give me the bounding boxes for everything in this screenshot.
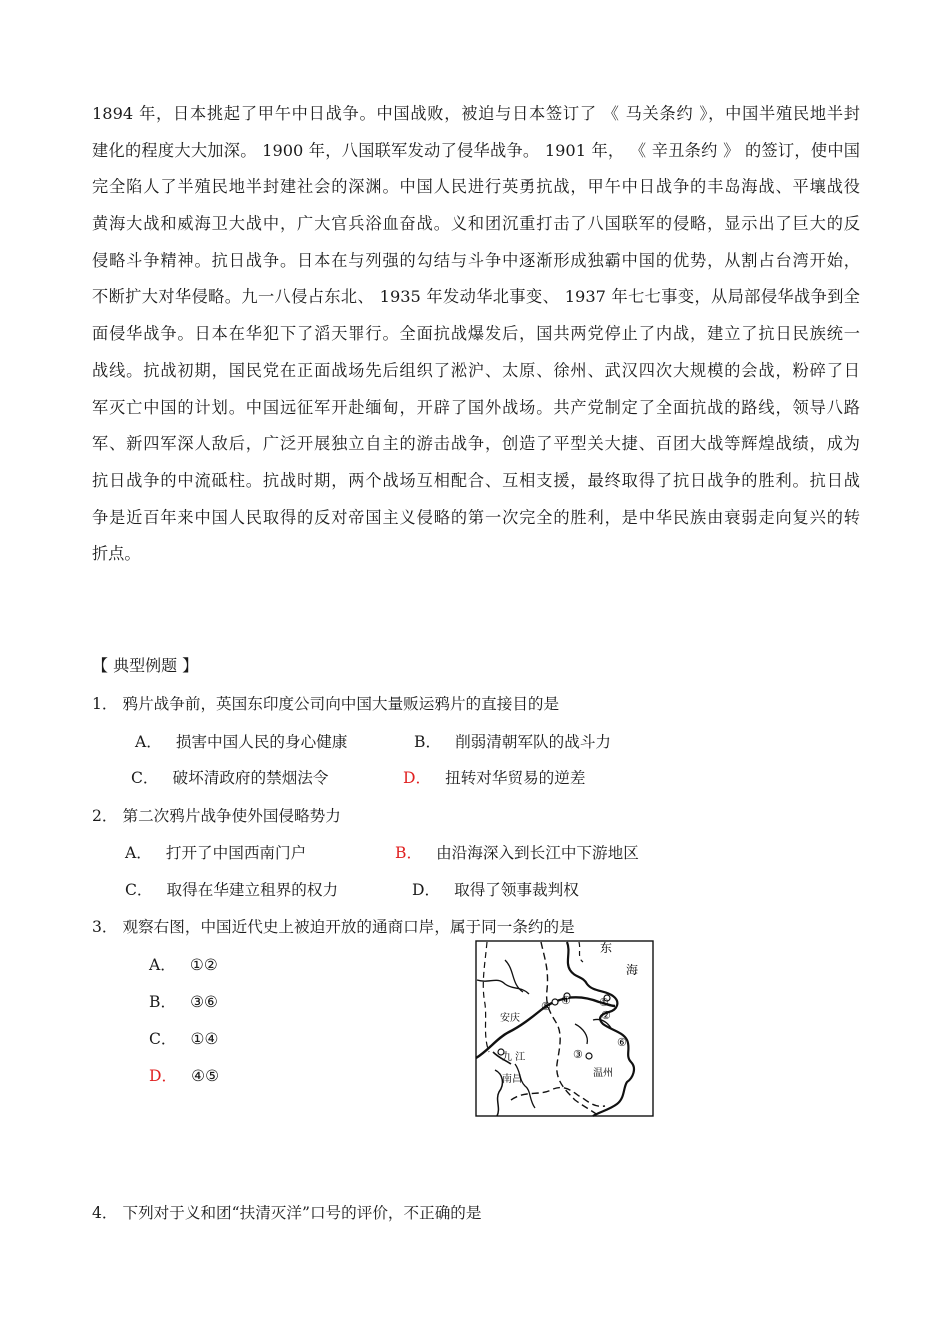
option-text: 损害中国人民的身心健康: [175, 733, 348, 751]
question-1-option-b: [414, 730, 611, 754]
question-2-option-b: [395, 841, 639, 865]
map-label-sea: 海: [626, 963, 639, 977]
question-1-option-d: [403, 766, 585, 790]
passage-line: 1894 年，日本挑起了甲午中日战争。中国战败，被迫与日本签订了 《 马关条约 》，中国半殖民地半封: [92, 104, 860, 123]
question-2-option-a: [125, 841, 306, 865]
treaty-ports-map: [475, 940, 654, 1117]
map-label-nanchang: 南昌: [502, 1074, 522, 1085]
question-3-stem: 3． 观察右图，中国近代史上被迫开放的通商口岸，属于同一条约的是: [92, 918, 575, 936]
option-text: 取得了领事裁判权: [454, 881, 579, 899]
option-letter: A．: [125, 844, 152, 862]
answer-letter: D．: [403, 769, 432, 787]
option-letter: C．: [125, 881, 153, 899]
passage-line: 军灭亡中国的计划。中国远征军开赴缅甸，开辟了国外战场。共产党制定了全面抗战的路线，领导八路: [92, 397, 860, 417]
map-label-anqing: 安庆: [500, 1013, 520, 1024]
option-text: 取得在华建立租界的权力: [166, 881, 339, 899]
option-text: ①④: [190, 1030, 219, 1048]
option-text: ④⑤: [191, 1067, 220, 1085]
passage-line: 建化的程度大大加深。 1900 年，八国联军发动了侵华战争。 1901 年， 《 辛丑条约 》 的签订，使中国: [92, 140, 860, 160]
question-2-option-d: [412, 878, 579, 902]
question-3-option-c: [149, 1027, 219, 1051]
section-heading: 【 典型例题 】: [92, 656, 199, 675]
map-marker-2: ②: [601, 1009, 611, 1022]
question-2-option-c: [125, 878, 338, 902]
question-4-stem: 4． 下列对于义和团“扶清灭洋”口号的评价，不正确的是: [92, 1204, 482, 1222]
map-label-east: 东: [600, 941, 613, 955]
option-text: 削弱清朝军队的战斗力: [455, 733, 612, 751]
question-1-option-a: [135, 730, 347, 754]
passage-line: 军、新四军深人敌后，广泛开展独立自主的游击战争，创造了平型关大捷、百团大战等辉煌战绩，成为: [92, 434, 860, 454]
option-letter: B．: [414, 733, 442, 751]
map-marker-5: ⑤: [541, 1000, 551, 1013]
option-letter: C．: [149, 1030, 177, 1048]
passage-line: 战线。抗战初期，国民党在正面战场先后组织了淞沪、太原、徐州、武汉四次大规模的会战，粉碎了日: [92, 360, 860, 380]
passage-line: 完全陷人了半殖民地半封建社会的深渊。中国人民进行英勇抗战，甲午中日战争的丰岛海战、平壤战役: [92, 177, 860, 197]
question-1-option-c: [131, 766, 328, 790]
map-label-wenzhou: 温州: [593, 1068, 613, 1079]
map-marker-4: ④: [561, 994, 571, 1007]
option-text: ③⑥: [190, 993, 219, 1011]
option-letter: D．: [412, 881, 441, 899]
map-label-jiujiang: 九 江: [502, 1052, 526, 1063]
passage: [92, 96, 860, 573]
map-marker-3: ③: [573, 1048, 583, 1061]
passage-line: 侵略斗争精神。抗日战争。日本在与列强的勾结与斗争中逐渐形成独霸中国的优势，从割占台湾开始，: [92, 250, 860, 270]
passage-line: 抗日战争的中流砥柱。抗战时期，两个战场互相配合、互相支援，最终取得了抗日战争的胜利。抗日战: [92, 470, 860, 490]
option-text: 破坏清政府的禁烟法令: [172, 769, 329, 787]
passage-line: 争是近百年来中国人民取得的反对帝国主义侵略的第一次完全的胜利，是中华民族由衰弱走向复兴的转: [92, 507, 860, 527]
answer-letter: D．: [149, 1067, 178, 1085]
option-text: 由沿海深入到长江中下游地区: [436, 844, 639, 862]
option-text: 扭转对华贸易的逆差: [445, 769, 586, 787]
question-3-option-b: [149, 990, 218, 1014]
option-letter: A．: [135, 733, 162, 751]
passage-line: 不断扩大对华侵略。九一八侵占东北、 1935 年发动华北事变、 1937 年七七事变，从局部侵华战争到全: [92, 287, 860, 307]
option-letter: A．: [149, 956, 176, 974]
option-letter: C．: [131, 769, 159, 787]
answer-letter: B．: [395, 844, 423, 862]
question-1-stem: 1． 鸦片战争前，英国东印度公司向中国大量贩运鸦片的直接目的是: [92, 695, 560, 713]
option-text: ①②: [189, 956, 218, 974]
question-3-option-a: [149, 953, 218, 977]
passage-line: 面侵华战争。日本在华犯下了滔天罪行。全面抗战爆发后，国共两党停止了内战，建立了抗日民族统一: [92, 324, 860, 344]
passage-line: 折点。: [92, 544, 141, 564]
option-text: 打开了中国西南门户: [165, 844, 307, 862]
option-letter: B．: [149, 993, 177, 1011]
question-3-option-d: [149, 1064, 219, 1088]
passage-line: 黄海大战和威海卫大战中，广大官兵浴血奋战。义和团沉重打击了八国联军的侵略，显示出了巨大的反: [92, 214, 860, 234]
question-2-stem: 2． 第二次鸦片战争使外国侵略势力: [92, 807, 341, 825]
map-marker-1: ①: [599, 996, 609, 1009]
map-marker-6: ⑥: [617, 1036, 627, 1049]
